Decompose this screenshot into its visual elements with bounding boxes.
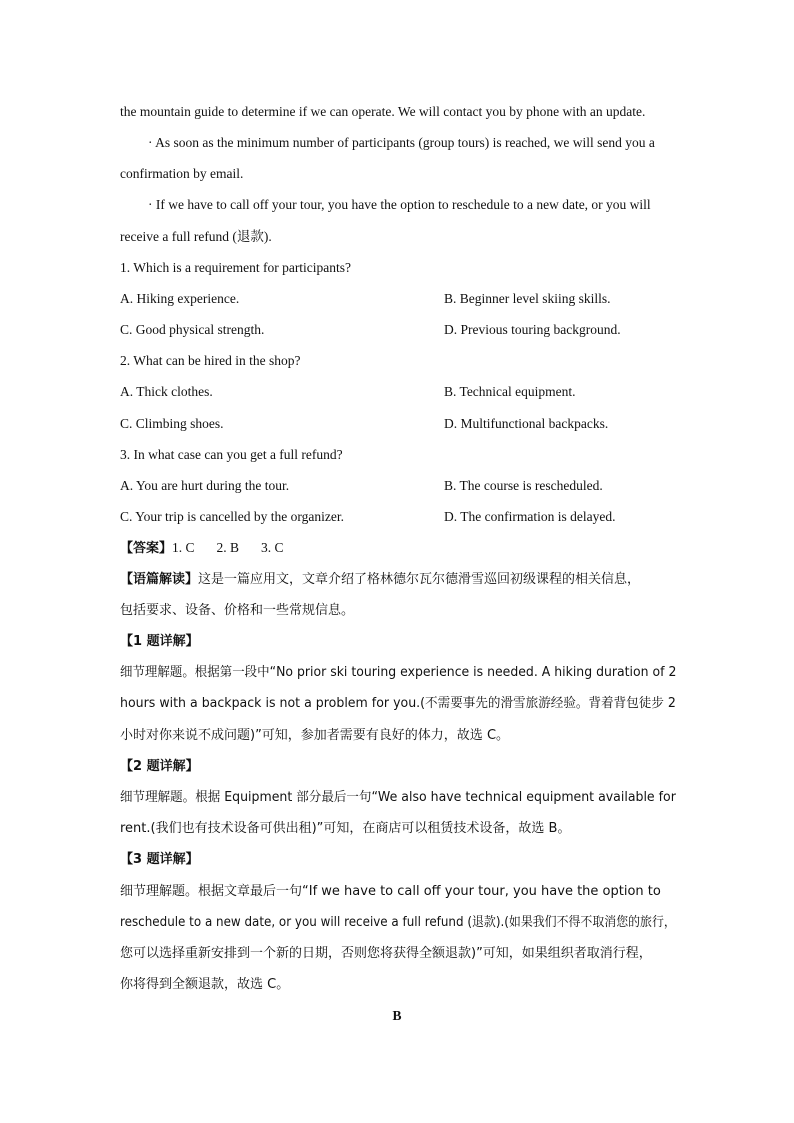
answer-label: 【答案】 <box>120 541 173 556</box>
option-c: C. Climbing shoes. <box>120 416 224 431</box>
detail-line: rent.(我们也有技术设备可供出租)”可知，在商店可以租赁技术设备，故选 B。 <box>120 821 571 836</box>
passage-line: confirmation by email. <box>120 166 244 181</box>
option-d: D. The confirmation is delayed. <box>444 509 616 524</box>
option-d: D. Previous touring background. <box>444 322 621 337</box>
question-stem: 1. Which is a requirement for participants? <box>120 260 352 275</box>
interpretation-text: 包括要求、设备、价格和一些常规信息。 <box>120 603 355 618</box>
detail-line: 细节理解题。根据文章最后一句“If we have to call off your tour, you have the option to <box>120 884 661 899</box>
detail-heading: 【2 题详解】 <box>120 759 199 774</box>
option-a: A. Thick clothes. <box>120 384 213 399</box>
interpretation-label: 【语篇解读】 <box>120 572 199 587</box>
option-d: D. Multifunctional backpacks. <box>444 416 609 431</box>
detail-line: 小时对你来说不成问题)”可知，参加者需要有良好的体力，故选 C。 <box>120 728 510 743</box>
detail-heading: 【1 题详解】 <box>120 634 199 649</box>
detail-line: 细节理解题。根据 Equipment 部分最后一句“We also have technical equipment available for <box>120 790 676 805</box>
interpretation-text: 这是一篇应用文，文章介绍了格林德尔瓦尔德滑雪巡回初级课程的相关信息， <box>198 572 641 587</box>
detail-line: 细节理解题。根据第一段中“No prior ski touring experience is needed. A hiking duration of 2 <box>120 665 677 680</box>
option-b: B. The course is rescheduled. <box>444 478 603 493</box>
option-a: A. Hiking experience. <box>120 291 240 306</box>
passage-line: the mountain guide to determine if we can operate. We will contact you by phone with an update. <box>120 104 646 119</box>
option-c: C. Your trip is cancelled by the organizer. <box>120 509 344 524</box>
detail-line: 你将得到全额退款，故选 C。 <box>120 977 290 992</box>
option-b: B. Technical equipment. <box>444 384 576 399</box>
passage-bullet: · If we have to call off your tour, you have the option to reschedule to a new date, or you will <box>148 197 651 212</box>
answer-item: 2. B <box>216 540 240 555</box>
answer-line <box>120 538 676 559</box>
answer-item: 3. C <box>261 540 284 555</box>
interpretation-line <box>120 570 676 590</box>
passage-line: receive a full refund (退款). <box>120 229 272 244</box>
question-stem: 3. In what case can you get a full refund? <box>120 447 343 462</box>
option-c: C. Good physical strength. <box>120 322 265 337</box>
passage-bullet: · As soon as the minimum number of participants (group tours) is reached, we will send you a <box>148 135 655 150</box>
option-b: B. Beginner level skiing skills. <box>444 291 611 306</box>
detail-heading: 【3 题详解】 <box>120 852 199 867</box>
answer-item: 1. C <box>172 540 195 555</box>
detail-line: hours with a backpack is not a problem for you.(不需要事先的滑雪旅游经验。背着背包徒步 2 <box>120 696 676 711</box>
section-label: B <box>392 1008 402 1023</box>
option-a: A. You are hurt during the tour. <box>120 478 290 493</box>
detail-line: reschedule to a new date, or you will receive a full refund (退款).(如果我们不得不取消您的旅行， <box>120 915 676 930</box>
question-stem: 2. What can be hired in the shop? <box>120 353 301 368</box>
detail-line: 您可以选择重新安排到一个新的日期，否则您将获得全额退款)”可知，如果组织者取消行程， <box>120 946 652 961</box>
